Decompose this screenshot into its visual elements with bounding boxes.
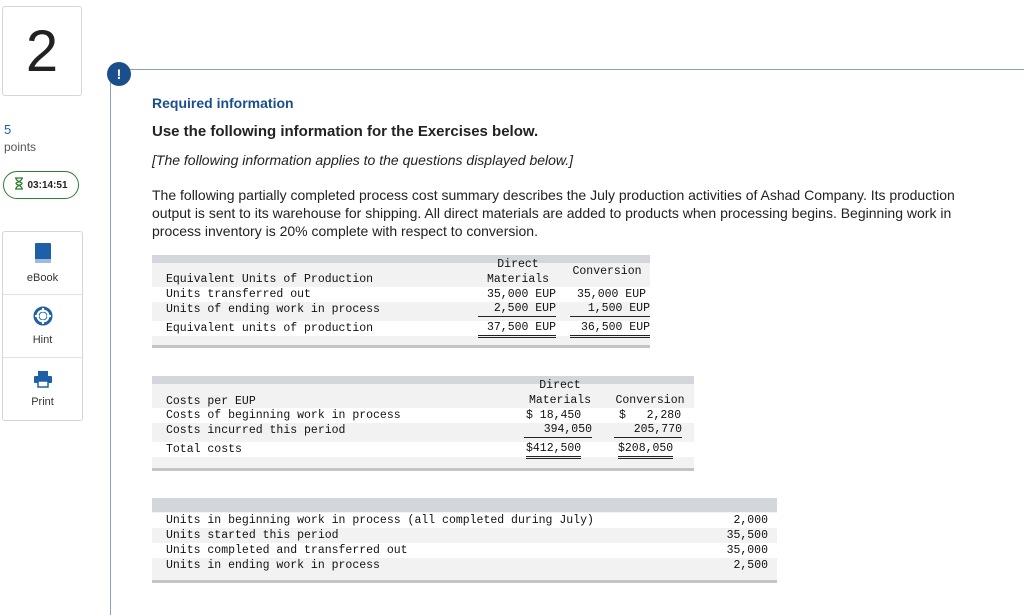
points-label: points: [4, 140, 37, 154]
table-row: Costs of beginning work in process $ 18,450 $ 2,280: [152, 408, 694, 423]
ebook-label: eBook: [26, 272, 59, 284]
timer[interactable]: [3, 171, 79, 199]
table-row: Units transferred out 35,000 EUP 35,000 EUP: [152, 287, 650, 302]
content-border: [110, 70, 111, 615]
applies-note: [The following information applies to the questions displayed below.]: [152, 152, 574, 168]
hint-button[interactable]: [3, 295, 82, 358]
alert-icon: !: [107, 62, 131, 86]
ebook-button[interactable]: [3, 232, 82, 295]
conversion-header: Conversion: [615, 394, 685, 407]
problem-description: The following partially completed process cost summary describes the July production activities of Ashad Company. Its production output is sent to its warehouse for shipping. All direct materials are added to products when processing begins. Beginning work in process inventory is 20% complete with respect to conversion.: [152, 187, 955, 239]
question-number: 2: [2, 6, 82, 96]
printer-icon: [33, 370, 53, 391]
table-row: Units completed and transferred out 35,000: [152, 543, 777, 558]
table-row: Units in beginning work in process (all completed during July) 2,000: [152, 513, 777, 528]
required-info-heading: Required information: [152, 95, 294, 111]
table-title: Costs per EUP: [166, 395, 256, 408]
conversion-header: Conversion: [572, 265, 642, 278]
points-value: 5: [4, 122, 12, 137]
hint-label: Hint: [32, 334, 53, 346]
dm-header-line1: Direct: [497, 258, 539, 271]
table-row: Units started this period 35,500: [166, 529, 768, 542]
timer-value: 03:14:51: [27, 179, 68, 191]
hourglass-icon: [14, 177, 24, 193]
table-row: Units in ending work in process 2,500: [166, 559, 768, 572]
tools-panel: [2, 231, 83, 421]
book-icon: [34, 242, 52, 267]
dm-header-line1: Direct: [539, 379, 581, 392]
costs-per-eup-table: [152, 376, 694, 471]
table-row: Costs incurred this period 394,050 205,770: [166, 423, 682, 437]
equivalent-units-table: [152, 255, 650, 348]
table-row: Total costs $412,500 $208,050: [152, 442, 694, 457]
print-label: Print: [31, 396, 54, 408]
content-divider: [110, 69, 1024, 70]
lifebuoy-icon: [33, 306, 53, 329]
print-button[interactable]: [3, 358, 82, 420]
dm-header-line2: Materials: [528, 394, 592, 407]
dm-header-line2: Materials: [486, 273, 550, 286]
instructions-heading: Use the following information for the Exercises below.: [152, 123, 539, 140]
table-title: Equivalent Units of Production: [166, 273, 374, 286]
units-summary-table: [152, 498, 777, 583]
table-row: Equivalent units of production 37,500 EUP 36,500 EUP: [152, 321, 650, 336]
table-row: Units of ending work in process 2,500 EUP 1,500 EUP: [166, 302, 650, 316]
